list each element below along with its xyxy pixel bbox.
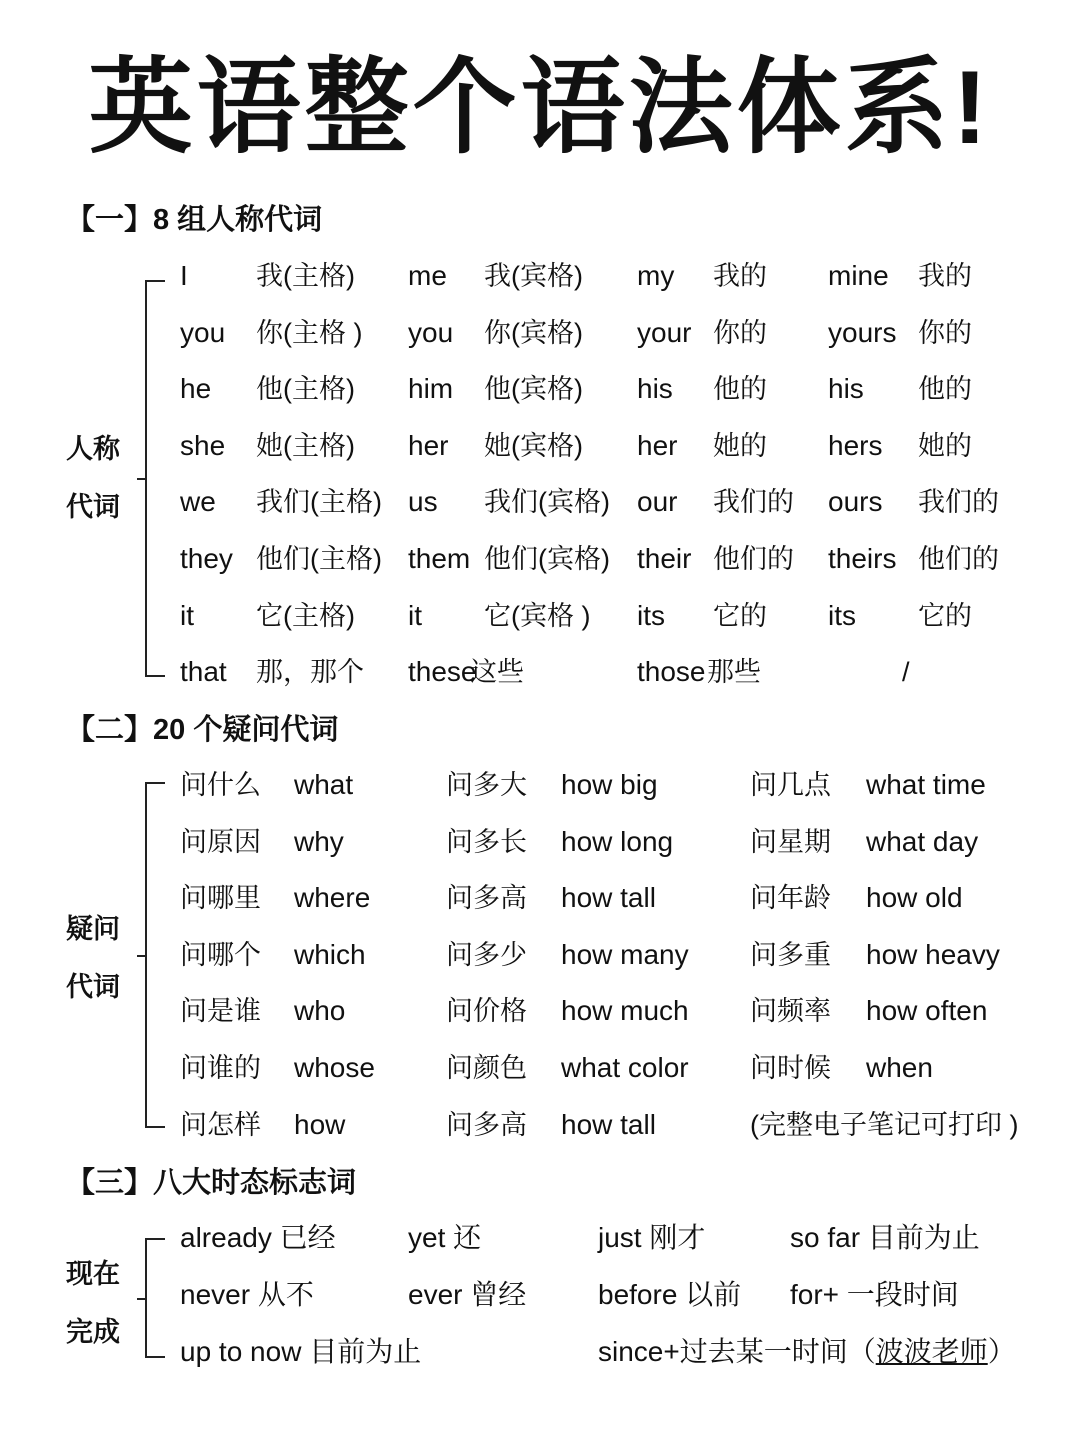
question-english: who <box>294 995 346 1027</box>
pronoun-chinese: 她(主格) <box>256 430 355 461</box>
pronoun-english: her <box>408 429 449 461</box>
pronoun-english: we <box>180 486 216 518</box>
pronoun-chinese: 他的 <box>918 374 972 405</box>
pronoun-english: its <box>637 599 665 631</box>
section-heading-pronouns: 【一】8 组人称代词 <box>66 204 323 236</box>
question-english: when <box>866 1052 933 1083</box>
question-chinese: 问多高 <box>446 883 527 914</box>
question-english: what time <box>866 769 986 800</box>
pronoun-chinese: 他的 <box>713 374 767 405</box>
pronoun-english: my <box>637 260 675 291</box>
side-label-line2: 完成 <box>66 1317 120 1347</box>
pronoun-english: theirs <box>828 543 897 574</box>
side-label-line2: 代词 <box>66 492 120 522</box>
page-title: 英语整个语法体系! <box>88 50 992 166</box>
question-english: where <box>294 882 371 914</box>
pronoun-chinese: 她(宾格) <box>484 430 583 461</box>
pronoun-english: them <box>408 543 471 574</box>
tense-cell: just 刚才 <box>598 1222 706 1253</box>
pronoun-english: its <box>828 599 856 631</box>
question-english: how tall <box>561 882 656 914</box>
pronoun-chinese: 他们(主格) <box>256 544 382 574</box>
question-english: how tall <box>561 1108 656 1140</box>
pronoun-chinese: 你的 <box>918 317 972 348</box>
pronoun-chinese: 我们(主格) <box>256 487 382 518</box>
side-label-interrogatives <box>66 900 136 1016</box>
question-chinese: 问多长 <box>446 826 527 857</box>
question-english: how long <box>561 825 674 857</box>
pronoun-english: you <box>180 316 226 348</box>
pronoun-chinese: 它的 <box>918 600 972 631</box>
pronoun-chinese: 它(主格) <box>256 600 355 631</box>
question-english: how big <box>561 769 658 800</box>
side-label-line1: 人称 <box>66 434 120 464</box>
pronoun-english: that <box>180 656 227 688</box>
pronoun-english: his <box>637 373 673 405</box>
pronoun-english: ours <box>828 486 883 518</box>
question-chinese: 问什么 <box>180 770 261 800</box>
question-chinese: 问哪里 <box>180 883 261 914</box>
question-chinese: 问多大 <box>446 770 527 800</box>
pronoun-chinese: 我们的 <box>713 487 794 518</box>
pronoun-chinese: 它(宾格 ) <box>484 600 591 631</box>
question-english: what day <box>866 825 979 857</box>
question-english: why <box>294 825 344 857</box>
question-chinese: 问星期 <box>750 826 831 857</box>
pronoun-chinese: 你的 <box>713 317 767 348</box>
pronoun-chinese: / <box>902 657 910 688</box>
tense-cell: yet 还 <box>408 1222 482 1253</box>
pronoun-english: our <box>637 486 678 518</box>
pronoun-english: you <box>408 316 454 348</box>
tense-cell: never 从不 <box>180 1279 314 1310</box>
pronoun-chinese: 他们的 <box>713 544 794 574</box>
tense-cell: up to now 目前为止 <box>180 1336 422 1367</box>
brace-tick-tenses <box>137 1298 147 1300</box>
question-chinese: 问频率 <box>750 996 831 1027</box>
side-label-line2: 代词 <box>66 972 120 1002</box>
question-english: which <box>294 938 366 970</box>
side-label-pronouns <box>66 420 136 536</box>
pronoun-chinese: 我(主格) <box>256 261 355 291</box>
brace-tenses <box>145 1238 165 1358</box>
side-label-tenses <box>66 1245 136 1361</box>
pronoun-english: it <box>180 599 194 631</box>
section-heading-tenses: 【三】八大时态标志词 <box>66 1167 357 1199</box>
question-english: how many <box>561 938 689 970</box>
question-chinese: 问哪个 <box>180 939 261 970</box>
question-chinese: 问价格 <box>446 996 527 1027</box>
pronoun-english: they <box>180 543 233 574</box>
pronoun-english: he <box>180 373 212 405</box>
pronoun-english: she <box>180 429 226 461</box>
tense-since-cell <box>598 1332 1016 1372</box>
pronoun-chinese: 你(主格 ) <box>256 317 363 348</box>
question-english: whose <box>294 1052 375 1083</box>
pronoun-chinese: 她的 <box>918 430 972 461</box>
pronoun-chinese: 那些 <box>707 657 761 688</box>
question-chinese: 问谁的 <box>180 1053 261 1083</box>
pronoun-chinese: 我(宾格) <box>484 261 583 291</box>
question-chinese: 问颜色 <box>446 1053 527 1083</box>
pronoun-chinese: 我们(宾格) <box>484 487 610 518</box>
question-chinese: 问多少 <box>446 939 527 970</box>
side-label-line1: 现在 <box>66 1259 120 1289</box>
pronoun-english: it <box>408 599 422 631</box>
pronoun-chinese: 你(宾格) <box>484 317 583 348</box>
pronoun-english: him <box>408 373 454 405</box>
question-chinese: 问多高 <box>446 1109 527 1140</box>
pronoun-english: your <box>637 316 692 348</box>
question-chinese: 问怎样 <box>180 1109 261 1140</box>
pronoun-chinese: 它的 <box>713 600 767 631</box>
question-chinese: 问时候 <box>750 1053 831 1083</box>
brace-tick-interrogatives <box>137 955 147 957</box>
tense-cell: already 已经 <box>180 1222 336 1253</box>
pronoun-chinese: 她的 <box>713 430 767 461</box>
question-chinese: 问年龄 <box>750 883 831 914</box>
pronoun-english: mine <box>828 260 889 291</box>
pronoun-chinese: 他(宾格) <box>484 374 583 405</box>
pronoun-english: these <box>408 656 477 688</box>
pronoun-chinese: 我的 <box>918 261 972 291</box>
question-english: how old <box>866 882 963 914</box>
question-chinese: 问几点 <box>750 770 831 800</box>
side-label-line1: 疑问 <box>66 914 120 944</box>
pronoun-english: us <box>408 486 438 518</box>
question-english: how <box>294 1108 346 1140</box>
question-english: what color <box>561 1052 689 1083</box>
pronoun-english: his <box>828 373 864 405</box>
pronoun-english: her <box>637 429 678 461</box>
since-close: ） <box>987 1336 1016 1367</box>
pronoun-chinese: 那，那个 <box>256 657 364 688</box>
pronoun-english: hers <box>828 429 883 461</box>
pronoun-english: yours <box>828 316 897 348</box>
tense-cell: ever 曾经 <box>408 1279 527 1310</box>
brace-pronouns <box>145 280 165 677</box>
tense-cell: so far 目前为止 <box>790 1222 980 1253</box>
pronoun-chinese: 他(主格) <box>256 374 355 405</box>
tense-cell: for+ 一段时间 <box>790 1279 959 1310</box>
pronoun-chinese: 他们(宾格) <box>484 544 610 574</box>
since-text: since+过去某一时间（ <box>598 1336 876 1367</box>
author-credit: 波波老师 <box>875 1336 988 1367</box>
question-english: what <box>294 769 354 800</box>
question-chinese: 问是谁 <box>180 996 261 1027</box>
question-english: how much <box>561 995 689 1027</box>
pronoun-chinese: 我们的 <box>918 487 999 518</box>
pronoun-english: I <box>180 260 188 291</box>
pronoun-chinese: 我的 <box>713 261 767 291</box>
question-chinese: 问多重 <box>750 939 831 970</box>
brace-tick-pronouns <box>137 478 147 480</box>
pronoun-chinese: 他们的 <box>918 544 999 574</box>
pronoun-english: those <box>637 656 706 688</box>
question-chinese: (完整电子笔记可打印 ) <box>750 1109 1019 1140</box>
question-chinese: 问原因 <box>180 826 261 857</box>
pronoun-english: their <box>637 543 692 574</box>
question-english: how heavy <box>866 938 1000 970</box>
tense-cell: before 以前 <box>598 1279 742 1310</box>
question-english: how often <box>866 995 988 1027</box>
section-heading-interrogatives: 【二】20 个疑问代词 <box>66 714 339 746</box>
pronoun-english: me <box>408 260 447 291</box>
pronoun-chinese: 这些 <box>470 657 524 688</box>
brace-interrogatives <box>145 782 165 1128</box>
